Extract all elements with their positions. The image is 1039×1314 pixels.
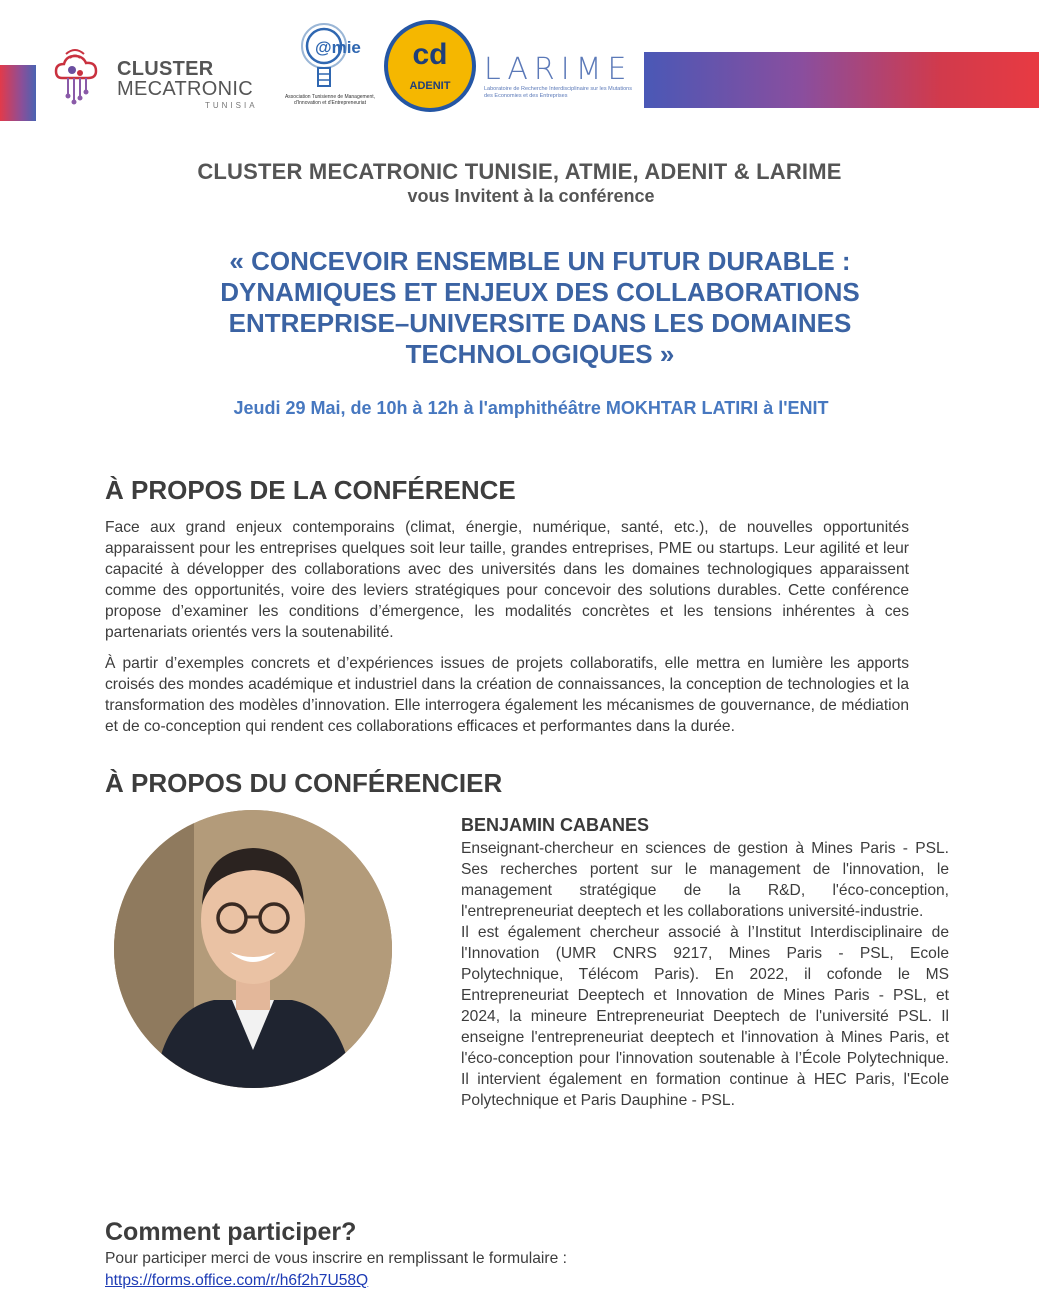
larime-logo: [476, 48, 638, 118]
conference-title-line: TECHNOLOGIQUES »: [405, 339, 675, 369]
conference-title-line: « CONCEVOIR ENSEMBLE UN FUTUR DURABLE :: [229, 246, 851, 276]
speaker-portrait-icon: [114, 810, 392, 1088]
amie-logo-text: @mie: [315, 38, 361, 57]
conference-title-line: DYNAMIQUES ET ENJEUX DES COLLABORATIONS: [220, 277, 860, 307]
organizers-heading: CLUSTER MECATRONIC TUNISIE, ATMIE, ADENIT & LARIME: [197, 159, 842, 184]
about-conference-paragraph: À partir d’exemples concrets et d’expériences issues de projets collaboratifs, elle mettra en lumière les apports croisés des mondes académique et industriel dans la création de connaissances, la conception de technologies et la transformation des modèles d’innovation. Elle interrogera également les mécanismes de gouvernance, de médiation et de co-conception qui rendent ces collaborations efficaces et performantes dans la durée.: [105, 655, 909, 735]
cloud-circuit-icon: [50, 44, 110, 114]
larime-logo-word: LARIME: [484, 52, 633, 87]
header-band-left: [0, 65, 36, 121]
speaker-bio-paragraph: Il est également chercheur associé à l’Institut Interdisciplinaire de l'Innovation (UMR CNRS 9217, Mines Paris - PSL, Ecole Polytechnique, Télécom Paris). En 2022, il cofonde le MS Entrepreneuriat Deeptech et Innovation de Mines Paris - PSL, et 2024, la mineure Entrepreneuriat Deeptech de l'université PSL. Il enseigne l'entrepreneuriat deeptech et l'innovation à Mines Paris, et l'éco-conception pour l'innovation soutenable à l’École Polytechnique. Il intervient également en formation continue à HEC Paris, l'Ecole Polytechnique et Paris Dauphine - PSL.: [461, 924, 949, 1109]
amie-logo-caption: Association Tunisienne de Management, d'Innovation et d'Entrepreneuriat: [284, 94, 376, 106]
cluster-logo-subtitle: MECATRONIC: [117, 78, 253, 100]
speaker-name: BENJAMIN CABANES: [461, 815, 650, 835]
conference-date: Jeudi 29 Mai, de 10h à 12h à l'amphithéâtre MOKHTAR LATIRI à l'ENIT: [233, 398, 829, 418]
adenit-logo-label: ADENIT: [409, 80, 451, 92]
larime-logo-caption: Laboratoire de Recherche Interdisciplinaire sur les Mutations des Economies et des Entreprises: [484, 86, 632, 99]
speaker-bio-paragraph: Enseignant-chercheur en sciences de gestion à Mines Paris - PSL. Ses recherches portent sur le management de l'innovation, le management stratégique de la R&D, l'éco-conception, l'entrepreneuriat deeptech et les collaborations université-industrie.: [461, 840, 949, 920]
adenit-logo-mark: cd: [412, 38, 448, 71]
cluster-logo-title: CLUSTER: [117, 58, 214, 80]
cluster-mecatronic-logo: [50, 44, 270, 116]
about-speaker-heading: À PROPOS DU CONFÉRENCIER: [105, 768, 503, 798]
invite-subheading: vous Invitent à la conférence: [407, 186, 655, 206]
cluster-logo-country: TUNISIA: [205, 101, 258, 110]
about-conference-heading: À PROPOS DE LA CONFÉRENCE: [105, 475, 516, 505]
about-conference-paragraph: Face aux grand enjeux contemporains (climat, énergie, numérique, santé, etc.), de nouvelles opportunités apparaissent pour les entreprises quelques soit leur taille, grandes entreprises, PME ou startups. Leur agilité et leur capacité à développer des collaborations avec des universités dans les domaines technologiques apparaissent comme des opportunités, voire des leviers stratégiques pour concevoir des solutions durables. Cette conférence propose d’examiner les conditions d’émergence, les modalités concrètes et les tensions inhérentes à ces partenariats orientés vers la soutenabilité.: [105, 519, 909, 641]
speaker-photo: [114, 810, 392, 1088]
adenit-logo: [384, 20, 476, 112]
participation-heading: Comment participer?: [105, 1218, 357, 1246]
header-band-right: [644, 52, 1039, 108]
conference-title: [190, 246, 890, 370]
participation-text: Pour participer merci de vous inscrire en remplissant le formulaire :: [105, 1250, 567, 1267]
conference-title-line: ENTREPRISE–UNIVERSITE DANS LES DOMAINES: [228, 308, 852, 338]
amie-logo: [280, 14, 380, 118]
speaker-bio: [461, 838, 949, 1111]
registration-form-link[interactable]: https://forms.office.com/r/h6f2h7U58Q: [105, 1272, 369, 1289]
